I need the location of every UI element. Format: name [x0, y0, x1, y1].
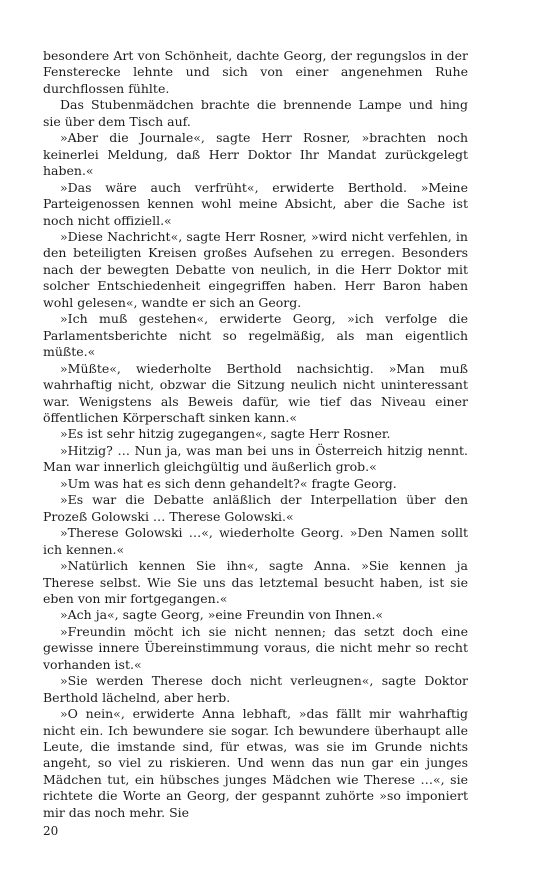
body-text: [43, 48, 468, 821]
paragraph: »Therese Golowski …«, wiederholte Georg. »Den Namen sollt ich kennen.«: [43, 525, 468, 557]
paragraph: »Ach ja«, sagte Georg, »eine Freundin von Ihnen.«: [60, 607, 384, 623]
paragraph: »Müßte«, wiederholte Berthold nachsichtig. »Man muß wahrhaftig nicht, obzwar die Sitzung neulich nicht uninteressant war. Wenigstens als Beweis dafür, wie tief das Niveau einer öffentlichen Körperschaft sinken kann.«: [43, 360, 468, 425]
paragraph: »Das wäre auch verfrüht«, erwiderte Berthold. »Meine Parteigenossen kennen wohl meine Absicht, aber die Sache ist noch nicht offiziell.«: [43, 179, 468, 228]
paragraph: »Aber die Journale«, sagte Herr Rosner, »brachten noch keinerlei Meldung, daß Herr Doktor Ihr Mandat zurückgelegt haben.«: [43, 130, 468, 179]
paragraph: »Hitzig? … Nun ja, was man bei uns in Österreich hitzig nennt. Man war innerlich gleichgültig und äußerlich grob.«: [43, 442, 468, 475]
page-number: 20: [43, 824, 59, 838]
paragraph: »O nein«, erwiderte Anna lebhaft, »das fällt mir wahrhaftig nicht ein. Ich bewundere sie sogar. Ich bewundere überhaupt alle Leute, die imstande sind, für etwas, was sie im Grunde nichts angeht, so viel zu riskieren. Und wenn das nun gar ein junges Mädchen tut, ein hübsches junges Mädchen wie Therese …«, sie richtete die Worte an Georg, der gespannt zuhörte »so imponiert mir das noch mehr. Sie: [43, 706, 468, 820]
paragraph: »Um was hat es sich denn gehandelt?« fragte Georg.: [60, 475, 397, 491]
paragraph: »Ich muß gestehen«, erwiderte Georg, »ich verfolge die Parlamentsberichte nicht so regelmäßig, als man eigentlich müßte.«: [43, 311, 468, 360]
paragraph: »Diese Nachricht«, sagte Herr Rosner, »wird nicht verfehlen, in den beteiligten Kreisen großes Aufsehen zu erregen. Besonders nach der bewegten Debatte von neulich, in die Herr Doktor mit solcher Entschiedenheit eingegriffen haben. Herr Baron haben wohl gelesen«, wandte er sich an Georg.: [43, 228, 468, 310]
paragraph: »Es war die Debatte anläßlich der Interpellation über den Prozeß Golowski … Therese Golowski.«: [43, 492, 468, 524]
paragraph: Das Stubenmädchen brachte die brennende Lampe und hing sie über dem Tisch auf.: [43, 97, 468, 129]
paragraph: »Natürlich kennen Sie ihn«, sagte Anna. »Sie kennen ja Therese selbst. Wie Sie uns das letztemal besucht haben, ist sie eben von mir fortgegangen.«: [43, 558, 468, 606]
paragraph: »Sie werden Therese doch nicht verleugnen«, sagte Doktor Berthold lächelnd, aber herb.: [43, 673, 468, 705]
paragraph: besondere Art von Schönheit, dachte Georg, der regungslos in der Fensterecke lehnte und sich von einer angenehmen Ruhe durchflossen fühlte.: [43, 48, 468, 96]
paragraph: »Freundin möcht ich sie nicht nennen; das setzt doch eine gewisse innere Übereinstimmung voraus, die nicht mehr so recht vorhanden ist.«: [43, 623, 468, 672]
paragraph: »Es ist sehr hitzig zugegangen«, sagte Herr Rosner.: [60, 426, 391, 442]
